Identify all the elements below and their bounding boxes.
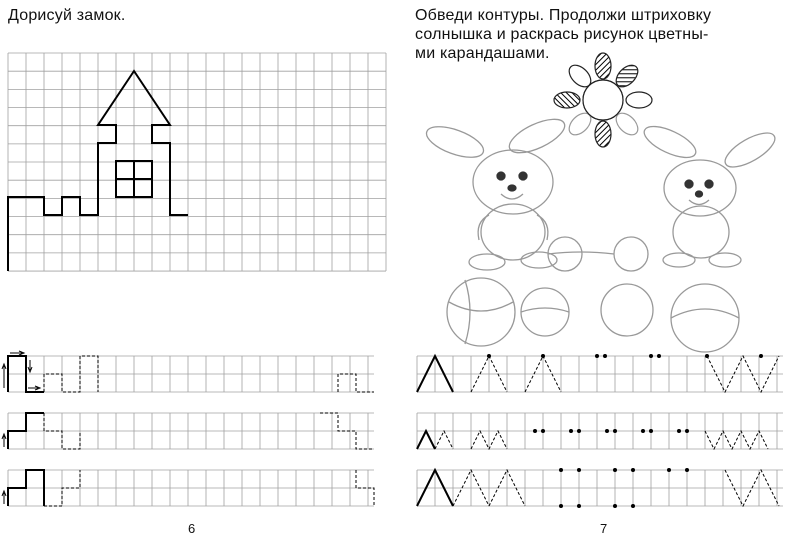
page-number-right: 7 — [600, 521, 608, 536]
trace-pattern-row-2 — [417, 429, 768, 449]
arrow-down-icon — [28, 360, 32, 372]
worksheet-left-drawing — [0, 0, 395, 542]
right-page — [405, 0, 800, 542]
bunny-left-illustration — [423, 112, 570, 270]
arrow-up-icon — [2, 364, 6, 388]
instruction-line-3: ми карандашами. — [415, 45, 550, 62]
arrow-right-icon — [28, 386, 40, 390]
instruction-line-2: солнышка и раскрась рисунок цветны- — [415, 26, 709, 43]
arrow-up-icon — [2, 491, 6, 504]
page-number-left: 6 — [188, 521, 196, 536]
instruction-line-1: Обведи контуры. Продолжи штриховку — [415, 7, 712, 24]
bunny-right-illustration — [640, 120, 780, 267]
worksheet-right-drawing — [405, 0, 800, 542]
arrow-right-icon — [10, 351, 24, 355]
arrow-up-icon — [2, 434, 6, 447]
sun-illustration — [554, 53, 652, 147]
left-page — [0, 0, 395, 542]
task-instruction-castle: Дорисуй замок. — [8, 7, 126, 24]
